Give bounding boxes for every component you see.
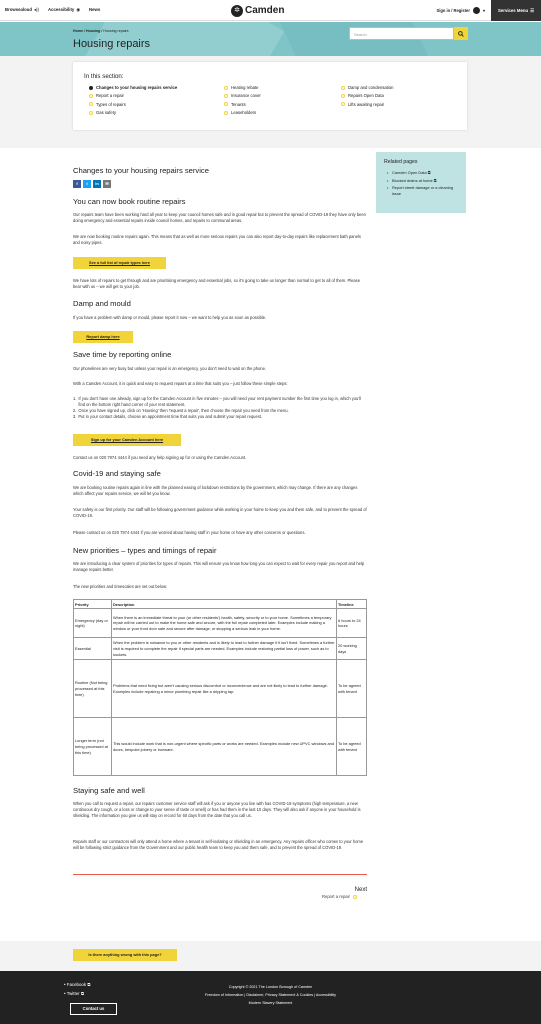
breadcrumb-current: Housing repairs xyxy=(103,29,129,33)
section-heading: You can now book routine repairs xyxy=(73,197,186,206)
paragraph: The new priorities and timescales are set out below: xyxy=(73,584,168,589)
twitter-link[interactable]: • Twitter ⧉ xyxy=(64,990,84,996)
table-row: Emergency (day or night) When there is an immediate threat to your (or other residents') health, safety, security or to your home. Sometimes a temporary repair will be carried out to make the home safe and secure, with the full repair completed later. Examples include making a window or your front door safe and secure after damage, or stopping a serious leak in your home. 6 hours to 24 hours xyxy=(74,609,367,638)
bullet-icon xyxy=(224,111,228,115)
breadcrumb-home[interactable]: Home xyxy=(73,29,83,33)
contact-us-button[interactable]: Contact us xyxy=(70,1003,117,1015)
related-link-street-damage[interactable]: • Report street damage or a cleaning issue xyxy=(387,185,462,196)
news-link[interactable]: News xyxy=(89,7,101,12)
paragraph: With a Camden Account, it is quick and easy to request repairs at a time that suits you – just follow these simple steps: xyxy=(73,381,288,386)
bullet-icon xyxy=(341,94,345,98)
paragraph: We have lots of repairs to get through and are prioritising emergency and essential jobs, so it's going to take us longer than normal to get to all of them. Please bear with us – we will get to your job. xyxy=(73,278,360,290)
section-heading: Save time by reporting online xyxy=(73,350,172,359)
feedback-button[interactable]: Is there anything wrong with this page? xyxy=(73,949,177,961)
section-heading: Damp and mould xyxy=(73,299,131,308)
related-link-open-data[interactable]: • Camden Open Data ⧉ xyxy=(387,170,462,175)
section-item-damp[interactable]: Damp and condensation xyxy=(341,85,451,91)
table-row: Longer term (not being processed at this time) This would include work that is non-urgent where specific parts or works are needed. Examples include new UPVC windows and doors, bespoke joinery or ironware. To be agreed with tenant xyxy=(74,718,367,776)
next-label: Next xyxy=(354,887,367,893)
chevron-down-icon: ▾ xyxy=(482,7,485,13)
services-menu-button[interactable]: Services Menu ☰ xyxy=(491,0,541,21)
paragraph: We are booking routine repairs again in line with the planned easing of lockdown restrictions by the government, which may change. If there are any changes which affect your repairs service, we will let you know. xyxy=(73,485,358,497)
paragraph: We are introducing a clear system of priorities for types of repairs. This will ensure you know how long you can expect to wait for every repair you report and help manage repairs better. xyxy=(73,561,365,573)
list-item: 2. Once you have signed up, click on 'Housing' then 'request a repair', then choose the repair you need from the menu. xyxy=(73,408,289,414)
table-row: Routine (Not being processed at this time) Problems that need fixing but aren't causing serious discomfort or inconvenience and are not likely to lead to further damage. Examples include repairing a minor plumbing repair like a dripping tap. To be agreed with tenant xyxy=(74,660,367,718)
bullet-icon xyxy=(341,86,345,90)
list-item: 1. If you don't have one already, sign up for the Camden Account in five minutes – you will need your rent payment number the first time you log in, which you'll find on the bottom right hand corner of your rent statement. xyxy=(73,396,361,408)
camden-logo[interactable] xyxy=(231,4,284,18)
search-button[interactable] xyxy=(454,27,468,40)
table-header-row: Priority Description Timeline xyxy=(74,600,367,609)
menu-icon: ☰ xyxy=(530,7,534,13)
brand-name: Camden xyxy=(245,5,285,16)
repair-types-button[interactable]: See a full list of repair types here xyxy=(73,257,166,269)
speaker-icon: ◂)) xyxy=(33,7,40,12)
paragraph: Contact us on 020 7974 4444 if you need any help signing up for or using the Camden Account. xyxy=(73,455,247,460)
next-page-link[interactable]: Report a repair xyxy=(322,894,357,900)
paragraph: Your safety is our first priority. Our staff will be following government guidance while working in your home to keep you and them safe, and to prevent the spread of COVID-19. xyxy=(73,507,367,519)
page-title: Housing repairs xyxy=(73,38,151,50)
paragraph: We are now booking routine repairs again. This means that as well as more serious repairs you can also report day-to-day repairs like replacement bath panels and noisy pipes. xyxy=(73,234,361,246)
signin-link[interactable]: Sign in / Register ▾ xyxy=(436,7,485,13)
camden-logo-icon: ✲ xyxy=(231,5,243,17)
section-nav-title: In this section: xyxy=(84,73,124,80)
section-heading: New priorities – types and timings of repair xyxy=(73,546,217,555)
chevron-right-icon xyxy=(353,895,357,899)
section-item-report-repair[interactable]: Report a repair xyxy=(89,93,224,99)
related-pages-title: Related pages xyxy=(384,159,418,165)
bullet-icon xyxy=(89,102,93,106)
breadcrumb xyxy=(73,29,129,34)
section-item-types[interactable]: Types of repairs xyxy=(89,101,224,107)
list-item: 3. Put in your contact details, choose an appointment time that suits you and submit your repair request. xyxy=(73,414,263,420)
bullet-icon xyxy=(224,86,228,90)
related-link-drains[interactable]: • Blocked drains at home ⧉ xyxy=(387,178,462,183)
priorities-table xyxy=(73,599,367,776)
section-heading: Covid-19 and staying safe xyxy=(73,469,161,478)
section-item-tenants[interactable]: Tenants xyxy=(224,101,341,107)
breadcrumb-housing[interactable]: Housing xyxy=(86,29,101,33)
section-item-heating[interactable]: Heating rebate xyxy=(224,85,341,91)
footer-links[interactable]: Freedom of Information | Disclaimer, Privacy Statement & Cookies | Accessibility xyxy=(204,993,337,997)
external-link-icon: ⧉ xyxy=(80,990,84,996)
in-this-section xyxy=(73,62,467,130)
chevron-right-icon: / xyxy=(84,29,86,33)
accessibility-icon: ◉ xyxy=(76,7,81,12)
user-icon xyxy=(473,7,480,14)
top-bar xyxy=(0,0,541,21)
utility-links xyxy=(5,7,100,13)
article-title: Changes to your housing repairs service xyxy=(73,166,209,175)
bullet-icon xyxy=(224,102,228,106)
section-item-changes[interactable]: Changes to your housing repairs service xyxy=(89,85,224,91)
paragraph: Repairs staff or our contractors will only attend a home where a tenant is self-isolating or shielding in an emergency. Any repairs officer who comes to your home will be following strict guidance from the Government and our public health team to keep you and them safe, and to prevent the spread of COVID-19. xyxy=(73,839,364,851)
related-pages xyxy=(376,152,466,213)
bullet-icon xyxy=(89,111,93,115)
copyright: Copyright © 2021 The London Borough of Camden xyxy=(228,985,313,989)
external-link-icon: ⧉ xyxy=(433,177,437,183)
paragraph: If you have a problem with damp or mould, please report it now – we want to help you as soon as possible. xyxy=(73,315,267,320)
external-link-icon: ⧉ xyxy=(427,170,431,175)
section-item-open-data[interactable]: Repairs Open Data xyxy=(341,93,451,99)
section-item-gas-safety[interactable]: Gas safety xyxy=(89,110,224,116)
external-link-icon: ⧉ xyxy=(87,982,91,987)
camden-account-button[interactable]: Sign up for your Camden Account here xyxy=(73,434,181,446)
bullet-icon xyxy=(89,94,93,98)
search-input[interactable]: Search xyxy=(349,27,454,40)
bullet-icon xyxy=(89,86,93,90)
section-item-leaseholders[interactable]: Leaseholders xyxy=(224,110,341,116)
report-damp-button[interactable]: Report damp here xyxy=(73,331,133,343)
bullet-icon xyxy=(224,94,228,98)
facebook-share-icon[interactable]: f xyxy=(73,180,81,188)
paragraph: Please contact us on 020 7974 4444 if you are worried about having staff in your home or have any other concerns or questions. xyxy=(73,530,306,535)
section-item-lifts[interactable]: Lifts awaiting repair xyxy=(341,101,451,107)
paragraph: Our phonelines are very busy but unless your repair is an emergency, you don't need to wait on the phone. xyxy=(73,366,266,371)
table-row: Essential When the problem is nuisance to you or other residents and is likely to lead to further damage if it isn't fixed. Sometimes a further visit is required to complete the repair if special parts are needed. Examples include restoring partial loss of power, such as to sockets. 20 working days xyxy=(74,638,367,660)
divider xyxy=(73,874,367,875)
browsealoud-link[interactable]: Browsealoud ◂)) xyxy=(5,7,40,12)
modern-slavery-link[interactable]: Modern Slavery Statement xyxy=(248,1001,293,1005)
paragraph: When you call to request a repair, our repairs customer service staff will ask if you or anyone you live with has COVID-19 symptoms (high temperature, a new continuous dry cough, or a loss or change to your sense of taste or smell) or has had them in the last 10 days. They will also ask if anyone in your household is shielding. The information you give us will stay on record for 60 days from the date that you call us. xyxy=(73,801,361,819)
accessibility-link[interactable]: Accessibility ◉ xyxy=(48,7,81,12)
search-icon xyxy=(458,31,464,37)
section-item-insurance[interactable]: Insurance cover xyxy=(224,93,341,99)
share-buttons xyxy=(73,180,111,188)
paragraph: Our repairs team have been working hard all year to keep your council homes safe and in good repair but to prevent the spread of COVID-19 they have only been doing emergency and essential repairs inside council homes, and repairs to communal areas. xyxy=(73,212,366,224)
section-heading: Staying safe and well xyxy=(73,786,145,795)
twitter-share-icon[interactable]: t xyxy=(83,180,91,188)
steps-list xyxy=(73,396,367,421)
chevron-right-icon: / xyxy=(101,29,104,33)
email-share-icon[interactable]: ✉ xyxy=(103,180,111,188)
linkedin-share-icon[interactable]: in xyxy=(93,180,101,188)
facebook-link[interactable]: • Facebook ⧉ xyxy=(64,982,91,987)
bullet-icon xyxy=(341,102,345,106)
